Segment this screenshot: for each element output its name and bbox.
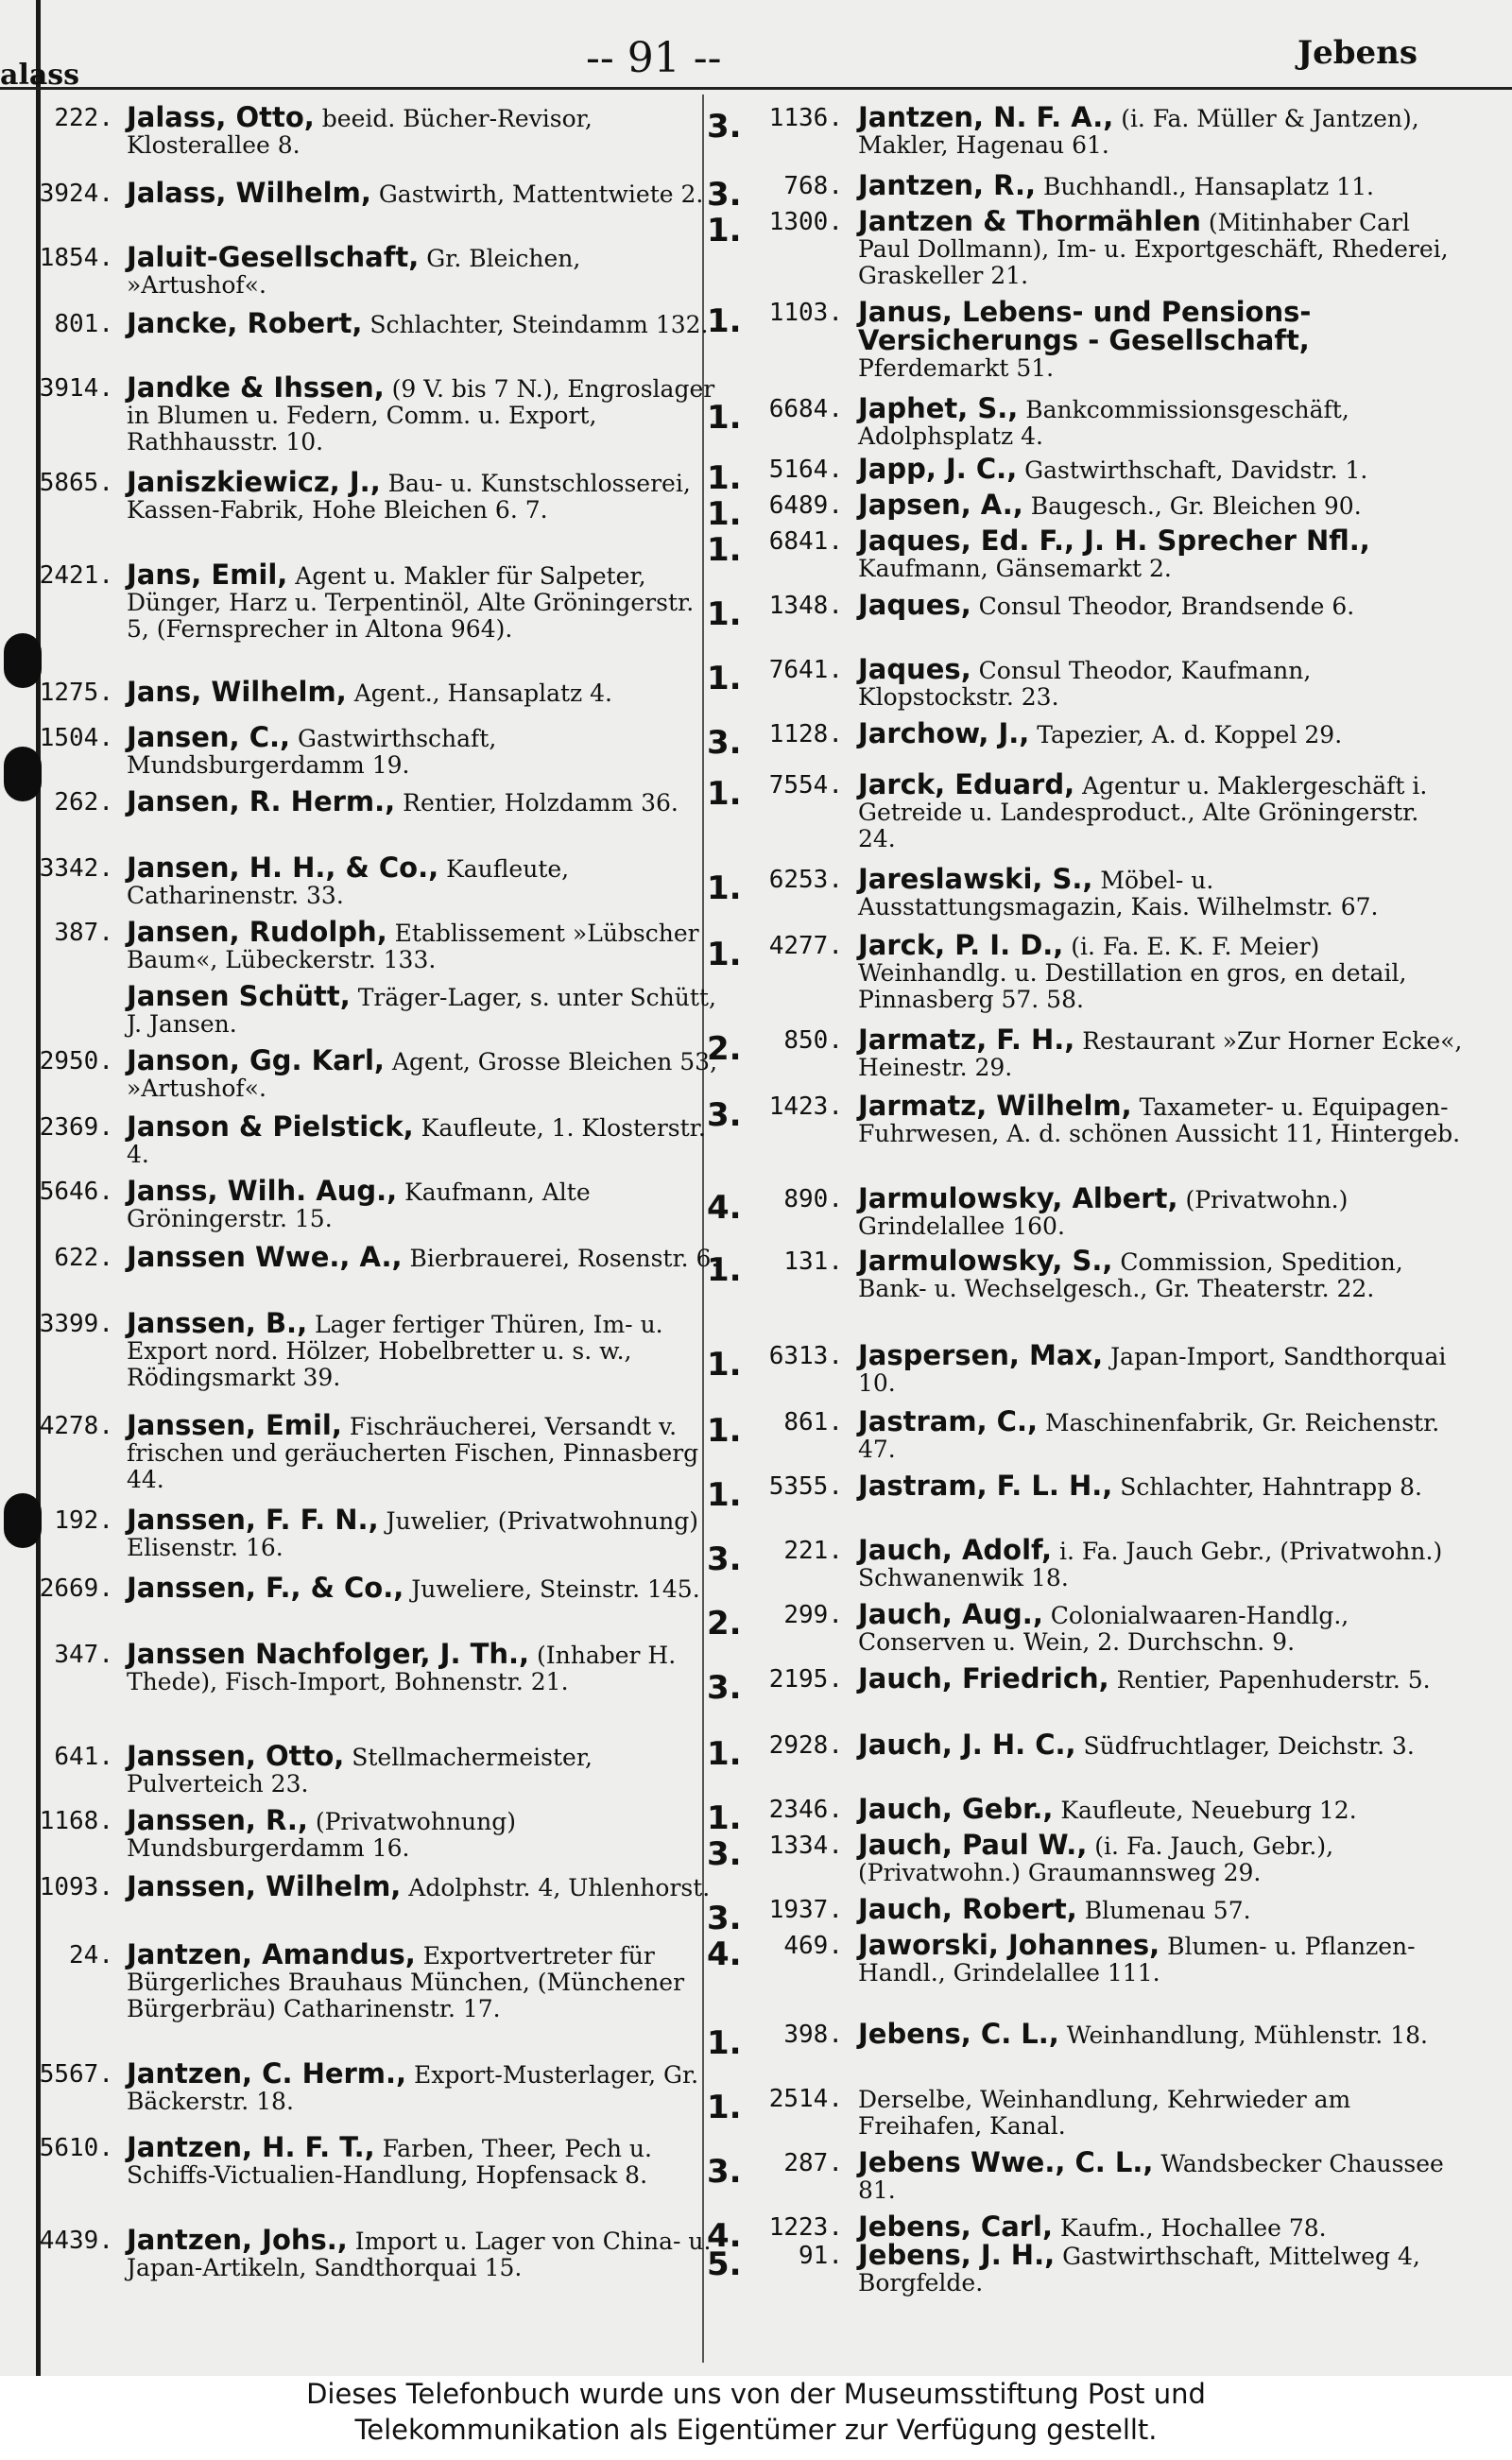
- subscriber-details: Lager fertiger Thüren, Im- u. Export nord. Hölzer, Hobelbretter u. s. w., Rödingsmarkt 39.: [127, 1311, 663, 1391]
- phone-number: 801.: [54, 310, 113, 338]
- punch-hole: [4, 1493, 42, 1548]
- entry-text: [127, 1574, 722, 1603]
- subscriber-name: Jauch, Aug.,: [858, 1598, 1043, 1630]
- phone-number: 5865.: [39, 469, 113, 497]
- subscriber-name: Jaworski, Johannes,: [858, 1929, 1160, 1961]
- subscriber-details: Restaurant »Zur Horner Ecke«, Heinestr. 29.: [858, 1027, 1463, 1081]
- exchange-number: 1.: [707, 775, 742, 813]
- phone-number: 1300.: [768, 208, 843, 236]
- subscriber-details: Agent u. Makler für Salpeter, Dünger, Harz u. Terpentinöl, Alte Gröningerstr. 5, (Fernsprecher in Altona 964).: [127, 562, 695, 643]
- entry-text: [127, 1409, 722, 1493]
- subscriber-name: Jantzen, R.,: [858, 169, 1037, 201]
- subscriber-name: Jauch, Adolf,: [858, 1534, 1053, 1566]
- exchange-number: 1.: [707, 1735, 742, 1773]
- subscriber-details: (Mitinhaber Carl Paul Dollmann), Im- u. Exportgeschäft, Rhederei, Graskeller 21.: [858, 209, 1449, 289]
- entry-text: [127, 1870, 722, 1902]
- punch-hole: [4, 747, 42, 801]
- phone-number: 4278.: [39, 1412, 113, 1440]
- entry-text: [858, 1472, 1463, 1501]
- entry-text: [127, 1506, 722, 1561]
- entry-text: [858, 1662, 1463, 1694]
- exchange-number: 3.: [707, 1900, 742, 1937]
- phone-number: 1093.: [39, 1873, 113, 1901]
- subscriber-name: Jarmatz, F. H.,: [858, 1024, 1075, 1056]
- subscriber-name: Jarck, Eduard,: [858, 768, 1075, 800]
- entry-text: [858, 589, 1463, 621]
- subscriber-details: Bierbrauerei, Rosenstr. 6.: [409, 1245, 719, 1272]
- phone-number: 287.: [783, 2149, 843, 2177]
- subscriber-details: Juweliere, Steinstr. 145.: [411, 1575, 700, 1603]
- exchange-number: 1.: [707, 869, 742, 907]
- exchange-number: 1.: [707, 2089, 742, 2126]
- phone-number: 1937.: [768, 1896, 843, 1924]
- phone-number: 221.: [783, 1537, 843, 1565]
- entry-text: [127, 1804, 722, 1862]
- exchange-number: 1.: [707, 212, 742, 249]
- phone-number: 6253.: [768, 866, 843, 894]
- entry-text: [127, 241, 722, 299]
- subscriber-details: Schlachter, Steindamm 132.: [369, 311, 709, 338]
- exchange-number: 3.: [707, 1835, 742, 1873]
- phone-number: 768.: [783, 172, 843, 200]
- subscriber-details: Bankcommissionsgeschäft, Adolphsplatz 4.: [858, 396, 1349, 450]
- entry-text: [858, 1182, 1463, 1240]
- subscriber-name: Jalass, Otto,: [127, 101, 315, 133]
- phone-number: 6841.: [768, 527, 843, 556]
- entry-text: [858, 2239, 1463, 2297]
- subscriber-name: Jarchow, J.,: [858, 717, 1030, 749]
- phone-number: 262.: [54, 788, 113, 817]
- subscriber-name: Jebens, J. H.,: [858, 2239, 1056, 2271]
- subscriber-name: Jaspersen, Max,: [858, 1339, 1104, 1371]
- subscriber-name: Japp, J. C.,: [858, 453, 1018, 485]
- subscriber-details: Schlachter, Hahntrapp 8.: [1120, 1473, 1422, 1501]
- entry-text: [858, 491, 1463, 520]
- subscriber-details: (Privatwohn.) Grindelallee 160.: [858, 1186, 1349, 1240]
- subscriber-name: Janson & Pielstick,: [127, 1110, 414, 1143]
- subscriber-name: Jastram, F. L. H.,: [858, 1470, 1113, 1502]
- entry-text: [858, 717, 1463, 749]
- subscriber-name: Jastram, C.,: [858, 1405, 1039, 1437]
- subscriber-details: Adolphstr. 4, Uhlenhorst.: [408, 1874, 711, 1901]
- subscriber-details: (9 V. bis 7 N.), Engroslager in Blumen u. Federn, Comm. u. Export, Rathhausstr. 10.: [127, 375, 715, 456]
- subscriber-name: Janssen, F., & Co.,: [127, 1572, 404, 1604]
- subscriber-name: Janss, Wilh. Aug.,: [127, 1175, 398, 1207]
- subscriber-name: Jansen, Rudolph,: [127, 916, 387, 948]
- exchange-number: 3.: [707, 2153, 742, 2191]
- entry-text: [858, 2085, 1463, 2140]
- phone-number: 1168.: [39, 1807, 113, 1835]
- subscriber-name: Jaques, Ed. F., J. H. Sprecher Nfl.,: [858, 525, 1370, 557]
- entry-text: [858, 929, 1463, 1013]
- subscriber-details: Derselbe, Weinhandlung, Kehrwieder am Freihafen, Kanal.: [858, 2086, 1351, 2140]
- exchange-number: 3.: [707, 176, 742, 214]
- entry-text: [858, 453, 1463, 485]
- phone-number: 2346.: [768, 1796, 843, 1824]
- phone-number: 7554.: [768, 771, 843, 800]
- footer-line-1: Dieses Telefonbuch wurde uns von der Museumsstiftung Post und: [306, 2378, 1206, 2410]
- exchange-number: 5.: [707, 2245, 742, 2283]
- subscriber-name: Jansen, R. Herm.,: [127, 785, 396, 817]
- phone-number: 469.: [783, 1932, 843, 1960]
- exchange-number: 1.: [707, 531, 742, 569]
- phone-number: 3399.: [39, 1310, 113, 1338]
- subscriber-details: Kaufleute, Catharinenstr. 33.: [127, 855, 570, 909]
- subscriber-details: (i. Fa. E. K. F. Meier) Weinhandlg. u. Destillation en gros, en detail, Pinnasberg 57. 58.: [858, 933, 1407, 1013]
- entry-text: [858, 169, 1463, 201]
- phone-number: 222.: [54, 104, 113, 132]
- subscriber-details: Pferdemarkt 51.: [858, 354, 1055, 382]
- subscriber-details: Wandsbecker Chaussee 81.: [858, 2150, 1444, 2204]
- subscriber-name: Jauch, Gebr.,: [858, 1793, 1054, 1825]
- subscriber-details: (Privatwohnung) Mundsburgerdamm 16.: [127, 1808, 517, 1862]
- phone-number: 622.: [54, 1244, 113, 1272]
- subscriber-details: (i. Fa. Jauch, Gebr.), (Privatwohn.) Graumannsweg 29.: [858, 1832, 1334, 1886]
- footer-notice: [0, 2376, 1512, 2460]
- subscriber-details: Agent., Hansaplatz 4.: [353, 680, 613, 707]
- entry-text: [127, 1044, 722, 1102]
- subscriber-details: Buchhandl., Hansaplatz 11.: [1043, 173, 1374, 200]
- entry-text: [858, 1598, 1463, 1656]
- subscriber-name: Japsen, A.,: [858, 489, 1023, 521]
- entry-text: [127, 2057, 722, 2115]
- subscriber-details: Commission, Spedition, Bank- u. Wechselgesch., Gr. Theaterstr. 22.: [858, 1248, 1403, 1302]
- subscriber-name: Jantzen, C. Herm.,: [127, 2057, 407, 2090]
- subscriber-details: Weinhandlung, Mühlenstr. 18.: [1066, 2021, 1428, 2049]
- subscriber-name: Jauch, Paul W.,: [858, 1829, 1088, 1861]
- phone-number: 387.: [54, 919, 113, 947]
- entry-text: [127, 177, 722, 209]
- subscriber-details: Colonialwaaren-Handlg., Conserven u. Wein, 2. Durchschn. 9.: [858, 1602, 1349, 1656]
- subscriber-details: Taxameter- u. Equipagen-Fuhrwesen, A. d. schönen Aussicht 11, Hintergeb.: [858, 1093, 1461, 1147]
- subscriber-details: Blumenau 57.: [1084, 1897, 1251, 1924]
- phone-number: 6489.: [768, 491, 843, 520]
- exchange-number: 2.: [707, 1030, 742, 1068]
- subscriber-name: Jauch, J. H. C.,: [858, 1729, 1076, 1761]
- phone-number: 5646.: [39, 1178, 113, 1206]
- entry-text: [858, 2213, 1463, 2242]
- phone-number: 398.: [783, 2021, 843, 2049]
- subscriber-name: Jalass, Wilhelm,: [127, 177, 371, 209]
- phone-number: 5610.: [39, 2134, 113, 2162]
- subscriber-details: Gastwirthschaft, Mundsburgerdamm 19.: [127, 725, 497, 779]
- phone-number: 4277.: [768, 932, 843, 960]
- entry-text: [127, 916, 722, 973]
- entry-text: [127, 721, 722, 779]
- phone-number: 890.: [783, 1185, 843, 1213]
- subscriber-details: Rentier, Papenhuderstr. 5.: [1116, 1666, 1431, 1694]
- phone-number: 3914.: [39, 374, 113, 403]
- footer-line-2: Telekommunikation als Eigentümer zur Verfügung gestellt.: [354, 2414, 1158, 2446]
- phone-number: 2669.: [39, 1574, 113, 1603]
- subscriber-details: Kaufmann, Gänsemarkt 2.: [858, 555, 1172, 582]
- subscriber-details: Kaufleute, Neueburg 12.: [1060, 1797, 1357, 1824]
- entry-text: [127, 676, 722, 708]
- entry-text: [127, 1241, 722, 1273]
- subscriber-details: Tapezier, A. d. Koppel 29.: [1037, 721, 1343, 748]
- subscriber-details: Consul Theodor, Kaufmann, Klopstockstr. 23.: [858, 657, 1312, 711]
- subscriber-name: Jebens, Carl,: [858, 2211, 1054, 2243]
- subscriber-name: Janssen Wwe., A.,: [127, 1241, 403, 1273]
- phone-number: 3924.: [39, 180, 113, 208]
- entry-text: [127, 1938, 722, 2022]
- exchange-number: 1.: [707, 459, 742, 497]
- subscriber-details: Consul Theodor, Brandsende 6.: [978, 593, 1355, 620]
- phone-number: 347.: [54, 1641, 113, 1669]
- exchange-number: 3.: [707, 724, 742, 762]
- subscriber-name: Jansen, C.,: [127, 721, 291, 753]
- subscriber-name: Jaques,: [858, 653, 971, 685]
- subscriber-name: Janus, Lebens- und Pensions-Versicherungs - Gesellschaft,: [858, 296, 1312, 356]
- subscriber-name: Janssen, F. F. N.,: [127, 1504, 379, 1536]
- exchange-number: 3.: [707, 1540, 742, 1578]
- phone-number: 24.: [69, 1941, 113, 1970]
- exchange-number: 3.: [707, 1669, 742, 1707]
- subscriber-details: Kaufm., Hochallee 78.: [1059, 2214, 1327, 2242]
- subscriber-name: Jantzen & Thormählen: [858, 205, 1201, 237]
- subscriber-name: Janssen, B.,: [127, 1307, 308, 1339]
- subscriber-name: Jans, Wilhelm,: [127, 676, 347, 708]
- entry-text: [127, 1110, 722, 1168]
- entry-text: [858, 1893, 1463, 1925]
- exchange-number: 1.: [707, 302, 742, 340]
- subscriber-details: Import u. Lager von China- u. Japan-Artikeln, Sandthorquai 15.: [127, 2228, 712, 2281]
- subscriber-details: Fischräucherei, Versandt v. frischen und geräucherten Fischen, Pinnasberg 44.: [127, 1413, 699, 1493]
- subscriber-name: Jebens, C. L.,: [858, 2018, 1059, 2050]
- exchange-number: 1.: [707, 1346, 742, 1384]
- entry-text: [858, 1339, 1463, 1397]
- subscriber-name: Jantzen, N. F. A.,: [858, 101, 1114, 133]
- entry-text: [858, 392, 1463, 450]
- subscriber-details: Juwelier, (Privatwohnung) Elisenstr. 16.: [127, 1507, 698, 1561]
- subscriber-name: Jebens Wwe., C. L.,: [858, 2146, 1154, 2178]
- exchange-number: 4.: [707, 2217, 742, 2255]
- entry-text: [858, 1929, 1463, 1987]
- subscriber-name: Jarmulowsky, Albert,: [858, 1182, 1178, 1214]
- subscriber-name: Jantzen, Amandus,: [127, 1938, 416, 1970]
- subscriber-details: Kaufleute, 1. Klosterstr. 4.: [127, 1114, 706, 1168]
- page-number: -- 91 --: [586, 34, 722, 82]
- entry-text: [127, 466, 722, 524]
- entry-text: [858, 296, 1463, 382]
- exchange-number: 3.: [707, 108, 742, 146]
- phone-number: 6684.: [768, 395, 843, 423]
- phone-number: 6313.: [768, 1342, 843, 1370]
- subscriber-details: Maschinenfabrik, Gr. Reichenstr. 47.: [858, 1409, 1440, 1463]
- subscriber-details: Träger-Lager, s. unter Schütt, J. Jansen.: [127, 984, 716, 1038]
- subscriber-details: Stellmachermeister, Pulverteich 23.: [127, 1744, 593, 1798]
- entry-text: [127, 1740, 722, 1798]
- phone-number: 1223.: [768, 2213, 843, 2242]
- exchange-number: 1.: [707, 495, 742, 533]
- entry-text: [858, 863, 1463, 920]
- phone-number: 2369.: [39, 1113, 113, 1142]
- subscriber-details: Farben, Theer, Pech u. Schiffs-Victualien-Handlung, Hopfensack 8.: [127, 2135, 652, 2189]
- entry-text: [127, 371, 722, 456]
- subscriber-name: Janssen Nachfolger, J. Th.,: [127, 1638, 530, 1670]
- exchange-number: 3.: [707, 1096, 742, 1134]
- subscriber-details: (Inhaber H. Thede), Fisch-Import, Bohnenstr. 21.: [127, 1642, 677, 1695]
- subscriber-name: Jantzen, H. F. T.,: [127, 2131, 375, 2163]
- subscriber-details: Export-Musterlager, Gr. Bäckerstr. 18.: [127, 2061, 699, 2115]
- entry-text: [127, 561, 722, 643]
- exchange-number: 1.: [707, 1251, 742, 1289]
- phone-number: 131.: [783, 1247, 843, 1276]
- running-head-left: alass: [0, 59, 80, 92]
- exchange-number: 1.: [707, 660, 742, 697]
- phone-number: 2195.: [768, 1665, 843, 1694]
- phone-number: 1128.: [768, 720, 843, 748]
- entry-text: [127, 854, 722, 909]
- exchange-number: 1.: [707, 399, 742, 437]
- subscriber-name: Jandke & Ihssen,: [127, 371, 385, 404]
- subscriber-name: Janssen, Wilhelm,: [127, 1870, 402, 1902]
- subscriber-name: Jarck, P. I. D.,: [858, 929, 1064, 961]
- subscriber-name: Jantzen, Johs.,: [127, 2224, 348, 2256]
- phone-number: 2514.: [768, 2085, 843, 2113]
- exchange-number: 1.: [707, 1799, 742, 1837]
- entry-text: [858, 1092, 1463, 1147]
- entry-text: [127, 980, 722, 1038]
- subscriber-details: Gastwirthschaft, Mittelweg 4, Borgfelde.: [858, 2243, 1420, 2297]
- phone-number: 3342.: [39, 854, 113, 883]
- entry-text: [858, 1247, 1463, 1302]
- entry-text: [127, 785, 722, 817]
- entry-text: [127, 2131, 722, 2189]
- entry-text: [127, 1307, 722, 1391]
- phone-number: 861.: [783, 1408, 843, 1436]
- entry-text: [127, 307, 722, 339]
- entry-text: [858, 1829, 1463, 1886]
- entry-text: [858, 101, 1463, 159]
- entry-text: [127, 2224, 722, 2281]
- phone-number: 7641.: [768, 656, 843, 684]
- subscriber-details: Rentier, Holzdamm 36.: [403, 789, 679, 817]
- entry-text: [858, 205, 1463, 289]
- subscriber-details: Bau- u. Kunstschlosserei, Kassen-Fabrik, Hohe Bleichen 6. 7.: [127, 470, 691, 524]
- entry-text: [858, 1534, 1463, 1591]
- exchange-number: 4.: [707, 1189, 742, 1227]
- phone-number: 1334.: [768, 1832, 843, 1860]
- subscriber-name: Jauch, Friedrich,: [858, 1662, 1109, 1694]
- subscriber-name: Jareslawski, S.,: [858, 863, 1093, 895]
- exchange-number: 1.: [707, 936, 742, 973]
- entry-text: [858, 768, 1463, 852]
- entry-text: [127, 1638, 722, 1695]
- phone-number: 192.: [54, 1506, 113, 1535]
- exchange-number: 1.: [707, 1412, 742, 1450]
- entry-text: [858, 527, 1463, 582]
- entry-text: [858, 1793, 1463, 1825]
- subscriber-name: Jarmatz, Wilhelm,: [858, 1090, 1132, 1122]
- phone-number: 1504.: [39, 724, 113, 752]
- phone-number: 1275.: [39, 679, 113, 707]
- subscriber-details: i. Fa. Jauch Gebr., (Privatwohn.) Schwanenwik 18.: [858, 1538, 1443, 1591]
- subscriber-details: Agentur u. Maklergeschäft i. Getreide u. Landesproduct., Alte Gröningerstr. 24.: [858, 772, 1428, 852]
- phone-number: 1103.: [768, 299, 843, 327]
- phone-number: 641.: [54, 1743, 113, 1771]
- exchange-number: 1.: [707, 1476, 742, 1514]
- subscriber-details: Agent, Grosse Bleichen 53, »Artushof«.: [127, 1048, 718, 1102]
- subscriber-name: Janssen, R.,: [127, 1804, 308, 1836]
- subscriber-details: Etablissement »Lübscher Baum«, Lübeckerstr. 133.: [127, 920, 699, 973]
- phone-number: 1423.: [768, 1092, 843, 1121]
- exchange-number: 1.: [707, 2024, 742, 2062]
- phone-number: 2421.: [39, 561, 113, 590]
- subscriber-details: Gr. Bleichen, »Artushof«.: [127, 245, 581, 299]
- subscriber-details: (i. Fa. Müller & Jantzen), Makler, Hagenau 61.: [858, 105, 1419, 159]
- phone-number: 91.: [799, 2242, 843, 2270]
- exchange-number: 2.: [707, 1605, 742, 1643]
- entry-text: [858, 1731, 1463, 1760]
- phone-number: 1136.: [768, 104, 843, 132]
- phone-number: 299.: [783, 1601, 843, 1629]
- subscriber-name: Jaques,: [858, 589, 971, 621]
- subscriber-name: Jansen, H. H., & Co.,: [127, 852, 439, 884]
- entry-text: [127, 101, 722, 159]
- entry-text: [858, 653, 1463, 711]
- subscriber-name: Jansen Schütt,: [127, 980, 351, 1012]
- phone-number: 2950.: [39, 1047, 113, 1075]
- subscriber-details: Exportvertreter für Bürgerliches Brauhaus München, (Münchener Bürgerbräu) Catharinenstr. 17.: [127, 1942, 685, 2022]
- subscriber-details: Baugesch., Gr. Bleichen 90.: [1030, 492, 1362, 520]
- subscriber-details: Möbel- u. Ausstattungsmagazin, Kais. Wilhelmstr. 67.: [858, 867, 1379, 920]
- entry-text: [858, 2018, 1463, 2050]
- entry-text: [858, 1026, 1463, 1081]
- phone-number: 5164.: [768, 456, 843, 484]
- entry-text: [858, 2146, 1463, 2204]
- subscriber-name: Janiszkiewicz, J.,: [127, 466, 381, 498]
- subscriber-details: Südfruchtlager, Deichstr. 3.: [1083, 1732, 1415, 1760]
- subscriber-name: Jans, Emil,: [127, 559, 288, 591]
- exchange-number: 4.: [707, 1935, 742, 1973]
- subscriber-name: Jauch, Robert,: [858, 1893, 1077, 1925]
- subscriber-name: Japhet, S.,: [858, 392, 1019, 424]
- subscriber-details: Blumen- u. Pflanzen-Handl., Grindelallee 111.: [858, 1933, 1416, 1987]
- entry-text: [858, 1405, 1463, 1463]
- phone-number: 5355.: [768, 1472, 843, 1501]
- phone-number: 5567.: [39, 2060, 113, 2089]
- subscriber-name: Jarmulowsky, S.,: [858, 1245, 1113, 1277]
- subscriber-name: Janssen, Emil,: [127, 1409, 342, 1441]
- subscriber-details: Kaufmann, Alte Gröningerstr. 15.: [127, 1178, 591, 1232]
- exchange-number: 1.: [707, 595, 742, 633]
- phone-number: 850.: [783, 1026, 843, 1055]
- subscriber-details: Gastwirth, Mattentwiete 2.: [378, 181, 704, 208]
- phone-number: 1348.: [768, 592, 843, 620]
- page-header: [0, 28, 1512, 90]
- subscriber-name: Janssen, Otto,: [127, 1740, 345, 1772]
- subscriber-name: Janson, Gg. Karl,: [127, 1044, 385, 1076]
- phone-number: 4439.: [39, 2227, 113, 2255]
- subscriber-details: Gastwirthschaft, Davidstr. 1.: [1024, 456, 1368, 484]
- subscriber-details: Japan-Import, Sandthorquai 10.: [858, 1343, 1447, 1397]
- subscriber-name: Jaluit-Gesellschaft,: [127, 241, 420, 273]
- punch-hole: [4, 633, 42, 688]
- phone-number: 2928.: [768, 1731, 843, 1760]
- entry-text: [127, 1175, 722, 1232]
- subscriber-details: beeid. Bücher-Revisor, Klosterallee 8.: [127, 105, 593, 159]
- phone-number: 1854.: [39, 244, 113, 272]
- subscriber-name: Jancke, Robert,: [127, 307, 363, 339]
- running-head-right: Jebens: [1297, 34, 1418, 72]
